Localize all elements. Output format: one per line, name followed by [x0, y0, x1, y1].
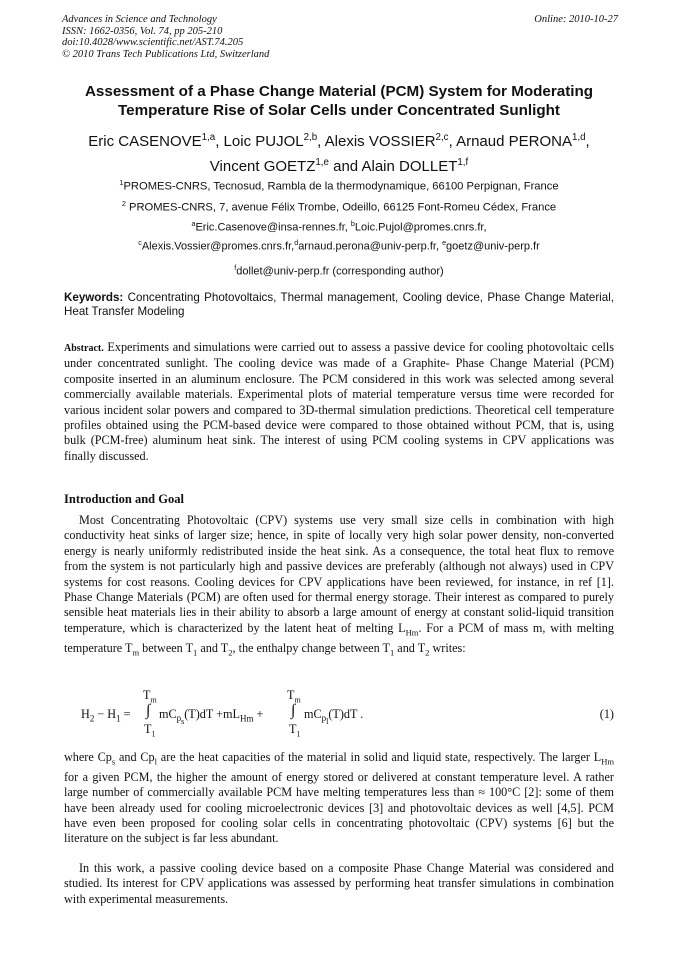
- author-affiliation-sup: 2,b: [303, 132, 318, 143]
- author-emails: [40, 217, 638, 280]
- keywords-label: Keywords:: [64, 291, 124, 304]
- email-line: $^a$Eric.Casenove@insa-rennes.fr, $^b$Loic.Pujol@promes.cnrs.fr,: [191, 220, 487, 234]
- email-line: $^f$dollet@univ-perp.fr (corresponding author): [234, 264, 444, 278]
- online-date: Online: 2010-10-27: [534, 14, 618, 25]
- author-affiliation-sup: 2,c: [435, 132, 449, 143]
- author-name: Arnaud PERONA: [456, 133, 572, 150]
- paper-title: Assessment of a Phase Change Material (PCM) System for Moderating Temperature Rise of Solar Cells under Concentrated Sunlight: [84, 83, 594, 119]
- equation-number: (1): [599, 707, 614, 721]
- author-name: Eric CASENOVE: [88, 133, 202, 150]
- abstract-label: Abstract.: [64, 343, 104, 354]
- doi-line: doi:10.4028/www.scientific.net/AST.74.205: [62, 37, 244, 48]
- journal-name: Advances in Science and Technology: [62, 14, 217, 25]
- affiliation-1: $^1$PROMES-CNRS, Tecnosud, Rambla de la thermodynamique, 66100 Perpignan, France: [119, 178, 559, 193]
- keywords: [64, 291, 614, 319]
- publication-header: [62, 14, 618, 60]
- author-name: Vincent GOETZ: [209, 158, 316, 175]
- author-affiliation-sup: 1,e: [315, 157, 329, 168]
- author-affiliation-sup: 1,d: [571, 132, 586, 143]
- affiliation-2: $^2$ PROMES-CNRS, 7, avenue Félix Trombe, Odeillo, 66125 Font-Romeu Cédex, France: [121, 199, 557, 214]
- enthalpy-equation: $H_2 - H_1$ = $T_m$ ∫ $T_1$ $mC_{p_s}(T)dT +mL_{Hm}$ + $T_m$ ∫ $T_1$ $mC_{p_l}(T)dT$ . (1): [81, 688, 614, 739]
- abstract-text: Experiments and simulations were carried out to assess a passive device for cooling photovoltaic cells under concentrated sunlight. The cooling device was made of a Graphite- Phase Change Material (PCM) composite inserted in an aluminum enclosure. The PCM considered in this work was selected among several commercially available materials. Experimental plots of material temperature versus time were recorded for various incident solar powers and compared to 3D-thermal simulation predictions. Theoretical cell temperature profiles obtained using the PCM-based device were compared to those obtained without PCM, that is, using bulk (PCM-free) aluminum heat sink. The interest of using PCM cooling systems in CPV applications was finally discussed.: [64, 340, 614, 463]
- integral-sign: ∫: [146, 702, 151, 719]
- author-name: Alain DOLLET: [361, 158, 458, 175]
- issn-line: ISSN: 1662-0356, Vol. 74, pp 205-210: [62, 25, 223, 37]
- author-name: Alexis VOSSIER: [324, 133, 436, 150]
- email-line: $^c$Alexis.Vossier@promes.cnrs.fr,$^d$arnaud.perona@univ-perp.fr, $^e$goetz@univ-perp.fr: [138, 238, 540, 253]
- intro-paragraph-1: Most Concentrating Photovoltaic (CPV) systems use very small size cells in combination with high conductivity heat sinks of larger size; hence, in spite of locally very high solar power density, non-converted energy is nearly uniformly redistributed inside the heat sink. As a consequence, the total heat flux to remove from the system is not particularly high and passive devices are preferably (although not always) used in CPV systems for cost reasons. Cooling devices for CPV applications have been reviewed, for instance, in ref [1]. Phase Change Materials (PCM) are often used for thermal energy storage. Their interest as compared to purely sensible heat materials lies in their ability to absorb a large amount of energy at constant solid-liquid transition temperature, which is characterized by the latent heat of melting $L_{Hm}$. For a PCM of mass m, with melting temperature $T_m$ between $T_1$ and $T_2$, the enthalpy change between $T_1$ and $T_2$ writes:: [64, 513, 614, 658]
- intro-paragraph-3: In this work, a passive cooling device based on a composite Phase Change Material was considered and studied. Its interest for CPV applications was assessed by performing heat transfer simulations in combination with experimental measurements.: [64, 861, 614, 906]
- integral-sign: ∫: [291, 702, 296, 719]
- abstract: [64, 340, 614, 464]
- copyright-line: © 2010 Trans Tech Publications Ltd, Switzerland: [62, 48, 270, 60]
- author-affiliation-sup: 1,f: [457, 157, 469, 168]
- intro-paragraph-2: where $Cp_s$ and $Cp_l$ are the heat capacities of the material in solid and liquid state, respectively. The larger $L_{Hm}$ for a given PCM, the higher the amount of energy stored or delivered at constant temperature level. A rather large number of commercially available PCM have melting temperatures less than ≈ 100°C [2]: some of them have been already used for cooling microelectronic devices [3] and photovoltaic devices as well [4,5]. PCM have even been proposed for cooling solar cells in concentrating photovoltaic (CPV) systems [6] but the literature on the subject is far less abundant.: [64, 750, 614, 846]
- author-name: Loic PUJOL: [223, 133, 304, 150]
- section-heading: Introduction and Goal: [64, 492, 184, 506]
- keywords-text: Concentrating Photovoltaics, Thermal management, Cooling device, Phase Change Material, Heat Transfer Modeling: [64, 291, 614, 318]
- author-list: Eric CASENOVE$^{1,a}$, Loic PUJOL$^{2,b}$, Alexis VOSSIER$^{2,c}$, Arnaud PERONA$^{1,d}$, Vincent GOETZ$^{1,e}$ and Alain DOLLET$^{1,f}$: [88, 132, 590, 175]
- author-affiliation-sup: 1,a: [201, 132, 216, 143]
